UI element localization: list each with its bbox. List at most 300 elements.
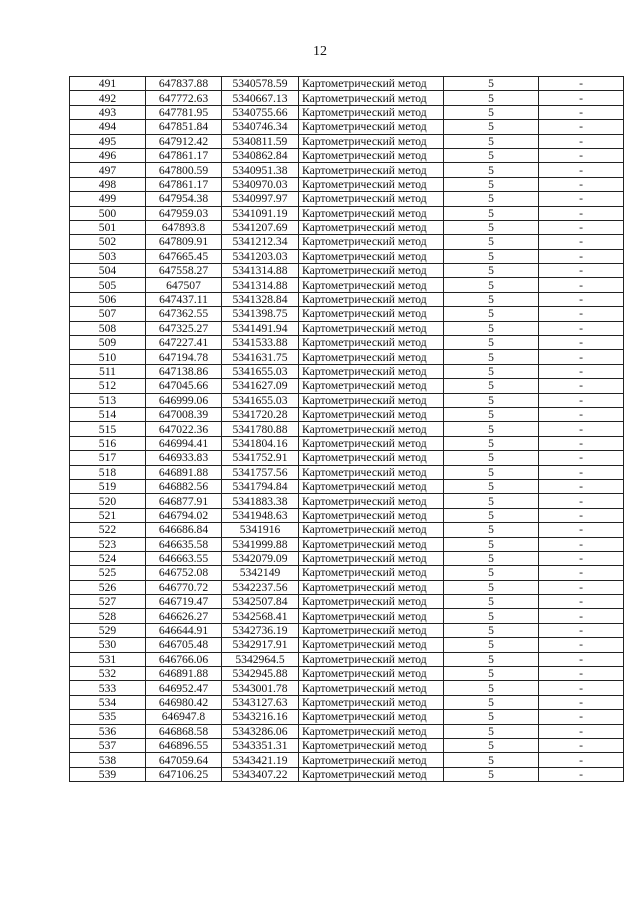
y-coordinate-cell: 5340746.34 — [222, 120, 299, 134]
point-number-cell: 502 — [70, 235, 146, 249]
method-cell: Картометрический метод — [299, 192, 444, 206]
point-number-cell: 528 — [70, 609, 146, 623]
table-row — [70, 134, 624, 148]
y-coordinate-cell: 5342079.09 — [222, 551, 299, 565]
method-cell: Картометрический метод — [299, 638, 444, 652]
accuracy-cell: 5 — [444, 407, 539, 421]
accuracy-cell: 5 — [444, 767, 539, 781]
x-coordinate-cell: 647106.25 — [146, 767, 222, 781]
accuracy-cell: 5 — [444, 710, 539, 724]
method-cell: Картометрический метод — [299, 551, 444, 565]
accuracy-cell: 5 — [444, 220, 539, 234]
y-coordinate-cell: 5343216.16 — [222, 710, 299, 724]
point-number-cell: 537 — [70, 738, 146, 752]
description-cell: - — [539, 393, 624, 407]
description-cell: - — [539, 220, 624, 234]
x-coordinate-cell: 646896.55 — [146, 738, 222, 752]
y-coordinate-cell: 5341491.94 — [222, 321, 299, 335]
description-cell: - — [539, 738, 624, 752]
point-number-cell: 512 — [70, 379, 146, 393]
point-number-cell: 533 — [70, 681, 146, 695]
description-cell: - — [539, 134, 624, 148]
point-number-cell: 536 — [70, 724, 146, 738]
y-coordinate-cell: 5341804.16 — [222, 436, 299, 450]
y-coordinate-cell: 5340997.97 — [222, 192, 299, 206]
method-cell: Картометрический метод — [299, 436, 444, 450]
table-row — [70, 148, 624, 162]
method-cell: Картометрический метод — [299, 120, 444, 134]
x-coordinate-cell: 647045.66 — [146, 379, 222, 393]
method-cell: Картометрический метод — [299, 264, 444, 278]
accuracy-cell: 5 — [444, 422, 539, 436]
point-number-cell: 503 — [70, 249, 146, 263]
accuracy-cell: 5 — [444, 120, 539, 134]
point-number-cell: 534 — [70, 695, 146, 709]
point-number-cell: 539 — [70, 767, 146, 781]
table-row — [70, 667, 624, 681]
description-cell: - — [539, 307, 624, 321]
table-row — [70, 220, 624, 234]
point-number-cell: 494 — [70, 120, 146, 134]
table-row — [70, 278, 624, 292]
x-coordinate-cell: 647861.17 — [146, 148, 222, 162]
description-cell: - — [539, 508, 624, 522]
table-row — [70, 350, 624, 364]
y-coordinate-cell: 5341752.91 — [222, 451, 299, 465]
description-cell: - — [539, 652, 624, 666]
point-number-cell: 501 — [70, 220, 146, 234]
method-cell: Картометрический метод — [299, 163, 444, 177]
y-coordinate-cell: 5340578.59 — [222, 77, 299, 91]
table-row — [70, 264, 624, 278]
description-cell: - — [539, 422, 624, 436]
table-row — [70, 407, 624, 421]
x-coordinate-cell: 646635.58 — [146, 537, 222, 551]
accuracy-cell: 5 — [444, 738, 539, 752]
x-coordinate-cell: 646794.02 — [146, 508, 222, 522]
method-cell: Картометрический метод — [299, 235, 444, 249]
y-coordinate-cell: 5343286.06 — [222, 724, 299, 738]
accuracy-cell: 5 — [444, 724, 539, 738]
accuracy-cell: 5 — [444, 623, 539, 637]
y-coordinate-cell: 5341631.75 — [222, 350, 299, 364]
point-number-cell: 531 — [70, 652, 146, 666]
accuracy-cell: 5 — [444, 292, 539, 306]
accuracy-cell: 5 — [444, 479, 539, 493]
accuracy-cell: 5 — [444, 105, 539, 119]
table-row — [70, 508, 624, 522]
accuracy-cell: 5 — [444, 667, 539, 681]
y-coordinate-cell: 5341720.28 — [222, 407, 299, 421]
y-coordinate-cell: 5342945.88 — [222, 667, 299, 681]
coordinates-table — [69, 76, 624, 782]
point-number-cell: 497 — [70, 163, 146, 177]
method-cell: Картометрический метод — [299, 681, 444, 695]
description-cell: - — [539, 407, 624, 421]
point-number-cell: 507 — [70, 307, 146, 321]
accuracy-cell: 5 — [444, 609, 539, 623]
description-cell: - — [539, 465, 624, 479]
table-row — [70, 292, 624, 306]
description-cell: - — [539, 120, 624, 134]
table-row — [70, 77, 624, 91]
y-coordinate-cell: 5341328.84 — [222, 292, 299, 306]
y-coordinate-cell: 5343127.63 — [222, 695, 299, 709]
point-number-cell: 511 — [70, 364, 146, 378]
accuracy-cell: 5 — [444, 321, 539, 335]
accuracy-cell: 5 — [444, 91, 539, 105]
description-cell: - — [539, 580, 624, 594]
description-cell: - — [539, 609, 624, 623]
table-row — [70, 321, 624, 335]
x-coordinate-cell: 647325.27 — [146, 321, 222, 335]
y-coordinate-cell: 5342964.5 — [222, 652, 299, 666]
method-cell: Картометрический метод — [299, 422, 444, 436]
x-coordinate-cell: 646891.88 — [146, 465, 222, 479]
description-cell: - — [539, 350, 624, 364]
x-coordinate-cell: 646752.08 — [146, 566, 222, 580]
x-coordinate-cell: 647851.84 — [146, 120, 222, 134]
accuracy-cell: 5 — [444, 451, 539, 465]
y-coordinate-cell: 5342736.19 — [222, 623, 299, 637]
table-row — [70, 105, 624, 119]
method-cell: Картометрический метод — [299, 379, 444, 393]
table-row — [70, 710, 624, 724]
x-coordinate-cell: 647227.41 — [146, 336, 222, 350]
accuracy-cell: 5 — [444, 695, 539, 709]
accuracy-cell: 5 — [444, 494, 539, 508]
table-row — [70, 451, 624, 465]
description-cell: - — [539, 566, 624, 580]
x-coordinate-cell: 647809.91 — [146, 235, 222, 249]
y-coordinate-cell: 5341916 — [222, 523, 299, 537]
point-number-cell: 504 — [70, 264, 146, 278]
description-cell: - — [539, 163, 624, 177]
y-coordinate-cell: 5341091.19 — [222, 206, 299, 220]
description-cell: - — [539, 379, 624, 393]
x-coordinate-cell: 646719.47 — [146, 595, 222, 609]
description-cell: - — [539, 249, 624, 263]
accuracy-cell: 5 — [444, 681, 539, 695]
accuracy-cell: 5 — [444, 364, 539, 378]
method-cell: Картометрический метод — [299, 767, 444, 781]
point-number-cell: 514 — [70, 407, 146, 421]
accuracy-cell: 5 — [444, 177, 539, 191]
method-cell: Картометрический метод — [299, 105, 444, 119]
method-cell: Картометрический метод — [299, 595, 444, 609]
x-coordinate-cell: 646705.48 — [146, 638, 222, 652]
x-coordinate-cell: 647837.88 — [146, 77, 222, 91]
table-row — [70, 91, 624, 105]
method-cell: Картометрический метод — [299, 364, 444, 378]
method-cell: Картометрический метод — [299, 465, 444, 479]
description-cell: - — [539, 724, 624, 738]
y-coordinate-cell: 5342507.84 — [222, 595, 299, 609]
y-coordinate-cell: 5341212.34 — [222, 235, 299, 249]
accuracy-cell: 5 — [444, 235, 539, 249]
x-coordinate-cell: 646766.06 — [146, 652, 222, 666]
description-cell: - — [539, 710, 624, 724]
description-cell: - — [539, 523, 624, 537]
table-row — [70, 566, 624, 580]
point-number-cell: 526 — [70, 580, 146, 594]
method-cell: Картометрический метод — [299, 77, 444, 91]
accuracy-cell: 5 — [444, 206, 539, 220]
x-coordinate-cell: 646663.55 — [146, 551, 222, 565]
method-cell: Картометрический метод — [299, 206, 444, 220]
accuracy-cell: 5 — [444, 192, 539, 206]
table-row — [70, 652, 624, 666]
point-number-cell: 499 — [70, 192, 146, 206]
description-cell: - — [539, 192, 624, 206]
y-coordinate-cell: 5340862.84 — [222, 148, 299, 162]
table-row — [70, 695, 624, 709]
description-cell: - — [539, 695, 624, 709]
method-cell: Картометрический метод — [299, 177, 444, 191]
method-cell: Картометрический метод — [299, 523, 444, 537]
accuracy-cell: 5 — [444, 307, 539, 321]
x-coordinate-cell: 646891.88 — [146, 667, 222, 681]
method-cell: Картометрический метод — [299, 148, 444, 162]
description-cell: - — [539, 105, 624, 119]
method-cell: Картометрический метод — [299, 292, 444, 306]
accuracy-cell: 5 — [444, 148, 539, 162]
description-cell: - — [539, 623, 624, 637]
x-coordinate-cell: 646686.84 — [146, 523, 222, 537]
accuracy-cell: 5 — [444, 508, 539, 522]
method-cell: Картометрический метод — [299, 407, 444, 421]
point-number-cell: 493 — [70, 105, 146, 119]
accuracy-cell: 5 — [444, 580, 539, 594]
y-coordinate-cell: 5341655.03 — [222, 364, 299, 378]
description-cell: - — [539, 595, 624, 609]
x-coordinate-cell: 647507 — [146, 278, 222, 292]
table-row — [70, 494, 624, 508]
method-cell: Картометрический метод — [299, 738, 444, 752]
point-number-cell: 522 — [70, 523, 146, 537]
point-number-cell: 513 — [70, 393, 146, 407]
method-cell: Картометрический метод — [299, 508, 444, 522]
table-row — [70, 580, 624, 594]
point-number-cell: 517 — [70, 451, 146, 465]
method-cell: Картометрический метод — [299, 667, 444, 681]
accuracy-cell: 5 — [444, 436, 539, 450]
x-coordinate-cell: 647912.42 — [146, 134, 222, 148]
description-cell: - — [539, 767, 624, 781]
y-coordinate-cell: 5342149 — [222, 566, 299, 580]
x-coordinate-cell: 646644.91 — [146, 623, 222, 637]
point-number-cell: 527 — [70, 595, 146, 609]
method-cell: Картометрический метод — [299, 609, 444, 623]
accuracy-cell: 5 — [444, 163, 539, 177]
table-row — [70, 753, 624, 767]
x-coordinate-cell: 647022.36 — [146, 422, 222, 436]
table-row — [70, 738, 624, 752]
x-coordinate-cell: 646868.58 — [146, 724, 222, 738]
accuracy-cell: 5 — [444, 566, 539, 580]
point-number-cell: 524 — [70, 551, 146, 565]
x-coordinate-cell: 646626.27 — [146, 609, 222, 623]
y-coordinate-cell: 5341627.09 — [222, 379, 299, 393]
method-cell: Картометрический метод — [299, 695, 444, 709]
point-number-cell: 520 — [70, 494, 146, 508]
y-coordinate-cell: 5341794.84 — [222, 479, 299, 493]
x-coordinate-cell: 646933.83 — [146, 451, 222, 465]
accuracy-cell: 5 — [444, 336, 539, 350]
accuracy-cell: 5 — [444, 465, 539, 479]
y-coordinate-cell: 5342237.56 — [222, 580, 299, 594]
table-row — [70, 436, 624, 450]
table-row — [70, 177, 624, 191]
method-cell: Картометрический метод — [299, 134, 444, 148]
method-cell: Картометрический метод — [299, 220, 444, 234]
table-row — [70, 192, 624, 206]
table-row — [70, 379, 624, 393]
method-cell: Картометрический метод — [299, 350, 444, 364]
method-cell: Картометрический метод — [299, 91, 444, 105]
accuracy-cell: 5 — [444, 551, 539, 565]
table-row — [70, 235, 624, 249]
description-cell: - — [539, 753, 624, 767]
description-cell: - — [539, 638, 624, 652]
point-number-cell: 535 — [70, 710, 146, 724]
accuracy-cell: 5 — [444, 278, 539, 292]
point-number-cell: 518 — [70, 465, 146, 479]
description-cell: - — [539, 494, 624, 508]
method-cell: Картометрический метод — [299, 566, 444, 580]
point-number-cell: 500 — [70, 206, 146, 220]
y-coordinate-cell: 5342917.91 — [222, 638, 299, 652]
description-cell: - — [539, 364, 624, 378]
y-coordinate-cell: 5343351.31 — [222, 738, 299, 752]
x-coordinate-cell: 647008.39 — [146, 407, 222, 421]
x-coordinate-cell: 647781.95 — [146, 105, 222, 119]
point-number-cell: 506 — [70, 292, 146, 306]
page-number: 12 — [313, 44, 327, 59]
point-number-cell: 515 — [70, 422, 146, 436]
y-coordinate-cell: 5341533.88 — [222, 336, 299, 350]
description-cell: - — [539, 278, 624, 292]
x-coordinate-cell: 647772.63 — [146, 91, 222, 105]
x-coordinate-cell: 647194.78 — [146, 350, 222, 364]
point-number-cell: 508 — [70, 321, 146, 335]
accuracy-cell: 5 — [444, 523, 539, 537]
table-row — [70, 336, 624, 350]
point-number-cell: 505 — [70, 278, 146, 292]
x-coordinate-cell: 646999.06 — [146, 393, 222, 407]
method-cell: Картометрический метод — [299, 307, 444, 321]
method-cell: Картометрический метод — [299, 393, 444, 407]
description-cell: - — [539, 148, 624, 162]
table-row — [70, 249, 624, 263]
table-row — [70, 724, 624, 738]
x-coordinate-cell: 647138.86 — [146, 364, 222, 378]
accuracy-cell: 5 — [444, 264, 539, 278]
x-coordinate-cell: 647959.03 — [146, 206, 222, 220]
table-row — [70, 638, 624, 652]
y-coordinate-cell: 5341314.88 — [222, 278, 299, 292]
x-coordinate-cell: 646947.8 — [146, 710, 222, 724]
description-cell: - — [539, 551, 624, 565]
coordinates-table-body — [70, 77, 624, 782]
method-cell: Картометрический метод — [299, 249, 444, 263]
y-coordinate-cell: 5342568.41 — [222, 609, 299, 623]
y-coordinate-cell: 5343421.19 — [222, 753, 299, 767]
y-coordinate-cell: 5341203.03 — [222, 249, 299, 263]
accuracy-cell: 5 — [444, 350, 539, 364]
x-coordinate-cell: 646770.72 — [146, 580, 222, 594]
description-cell: - — [539, 321, 624, 335]
table-row — [70, 307, 624, 321]
y-coordinate-cell: 5341948.63 — [222, 508, 299, 522]
x-coordinate-cell: 646980.42 — [146, 695, 222, 709]
point-number-cell: 519 — [70, 479, 146, 493]
point-number-cell: 525 — [70, 566, 146, 580]
table-row — [70, 479, 624, 493]
accuracy-cell: 5 — [444, 595, 539, 609]
x-coordinate-cell: 647059.64 — [146, 753, 222, 767]
table-row — [70, 465, 624, 479]
table-row — [70, 609, 624, 623]
table-row — [70, 393, 624, 407]
method-cell: Картометрический метод — [299, 479, 444, 493]
x-coordinate-cell: 646877.91 — [146, 494, 222, 508]
description-cell: - — [539, 436, 624, 450]
method-cell: Картометрический метод — [299, 494, 444, 508]
x-coordinate-cell: 647362.55 — [146, 307, 222, 321]
method-cell: Картометрический метод — [299, 321, 444, 335]
y-coordinate-cell: 5340811.59 — [222, 134, 299, 148]
method-cell: Картометрический метод — [299, 623, 444, 637]
point-number-cell: 498 — [70, 177, 146, 191]
accuracy-cell: 5 — [444, 652, 539, 666]
table-row — [70, 422, 624, 436]
description-cell: - — [539, 537, 624, 551]
point-number-cell: 530 — [70, 638, 146, 652]
y-coordinate-cell: 5340667.13 — [222, 91, 299, 105]
description-cell: - — [539, 479, 624, 493]
table-row — [70, 537, 624, 551]
accuracy-cell: 5 — [444, 379, 539, 393]
point-number-cell: 510 — [70, 350, 146, 364]
description-cell: - — [539, 91, 624, 105]
point-number-cell: 516 — [70, 436, 146, 450]
y-coordinate-cell: 5341207.69 — [222, 220, 299, 234]
y-coordinate-cell: 5340951.38 — [222, 163, 299, 177]
point-number-cell: 538 — [70, 753, 146, 767]
description-cell: - — [539, 77, 624, 91]
table-row — [70, 551, 624, 565]
point-number-cell: 491 — [70, 77, 146, 91]
y-coordinate-cell: 5343001.78 — [222, 681, 299, 695]
method-cell: Картометрический метод — [299, 724, 444, 738]
accuracy-cell: 5 — [444, 77, 539, 91]
table-row — [70, 595, 624, 609]
method-cell: Картометрический метод — [299, 336, 444, 350]
method-cell: Картометрический метод — [299, 451, 444, 465]
point-number-cell: 523 — [70, 537, 146, 551]
table-row — [70, 767, 624, 781]
description-cell: - — [539, 292, 624, 306]
y-coordinate-cell: 5341655.03 — [222, 393, 299, 407]
y-coordinate-cell: 5341314.88 — [222, 264, 299, 278]
point-number-cell: 492 — [70, 91, 146, 105]
method-cell: Картометрический метод — [299, 580, 444, 594]
x-coordinate-cell: 647954.38 — [146, 192, 222, 206]
description-cell: - — [539, 336, 624, 350]
table-row — [70, 364, 624, 378]
point-number-cell: 532 — [70, 667, 146, 681]
